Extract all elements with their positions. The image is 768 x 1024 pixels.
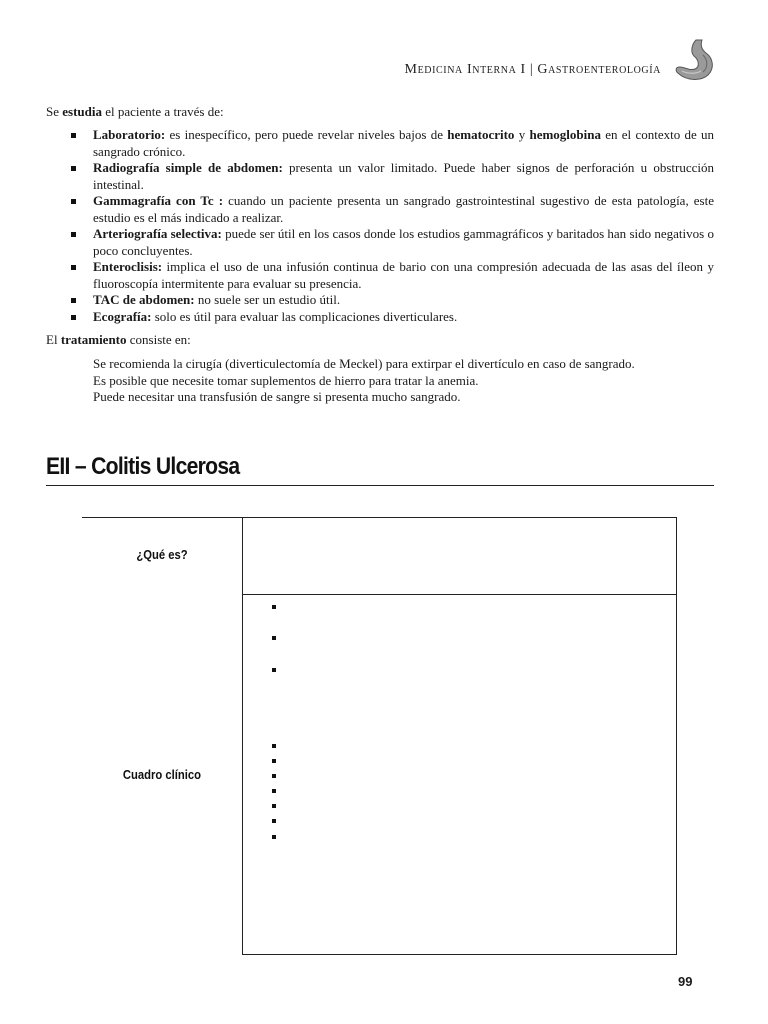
page-number: 99 [678,974,693,989]
empty-bullet [272,668,276,672]
study-intro: Se estudia el paciente a través de: [46,104,224,119]
table-top-rule [82,517,242,518]
row-label-what: ¿Qué es? [136,548,188,562]
list-item: Arteriografía selectiva: puede ser útil en los casos donde los estudios gammagráficos y baritados han sido negativos o poco concluyentes. [70,226,714,259]
empty-bullet [272,636,276,640]
treatment-line: Se recomienda la cirugía (diverticulectomía de Meckel) para extirpar el divertículo en caso de sangrado. [93,356,635,371]
empty-bullet [272,804,276,808]
empty-bullet [272,744,276,748]
clinical-picture-box [242,593,677,955]
treatment-intro: El tratamiento consiste en: [46,332,191,347]
stomach-icon [672,38,718,82]
list-item: Radiografía simple de abdomen: presenta un valor limitado. Puede haber signos de perforación u obstrucción intestinal. [70,160,714,193]
section-title: EII – Colitis Ulcerosa [46,453,240,480]
list-item: Gammagrafía con Tc : cuando un paciente presenta un sangrado gastrointestinal sugestivo de esta patología, este estudio es el más indicado a realizar. [70,193,714,226]
section-divider [46,485,714,486]
list-item: Enteroclisis: implica el uso de una infusión continua de bario con una compresión adecuada de las asas del íleon y fluoroscopía intermitente para evaluar su presencia. [70,259,714,292]
running-header: Medicina Interna I | Gastroenterología [404,62,661,77]
treatment-line: Es posible que necesite tomar suplementos de hierro para tratar la anemia. [93,372,479,388]
treatment-block [93,356,713,406]
list-item: Ecografía: solo es útil para evaluar las complicaciones diverticulares. [70,309,714,326]
empty-bullet [272,835,276,839]
treatment-line: Puede necesitar una transfusión de sangre si presenta mucho sangrado. [93,389,461,404]
study-list [70,127,714,325]
empty-bullet [272,819,276,823]
row-label-clinical: Cuadro clínico [122,768,202,782]
what-is-it-box [242,517,677,595]
empty-bullet [272,759,276,763]
empty-bullet [272,774,276,778]
list-item: TAC de abdomen: no suele ser un estudio útil. [70,292,714,309]
empty-bullet [272,789,276,793]
empty-bullet [272,605,276,609]
list-item: Laboratorio: es inespecífico, pero puede revelar niveles bajos de hematocrito y hemoglobina en el contexto de un sangrado crónico. [70,127,714,160]
